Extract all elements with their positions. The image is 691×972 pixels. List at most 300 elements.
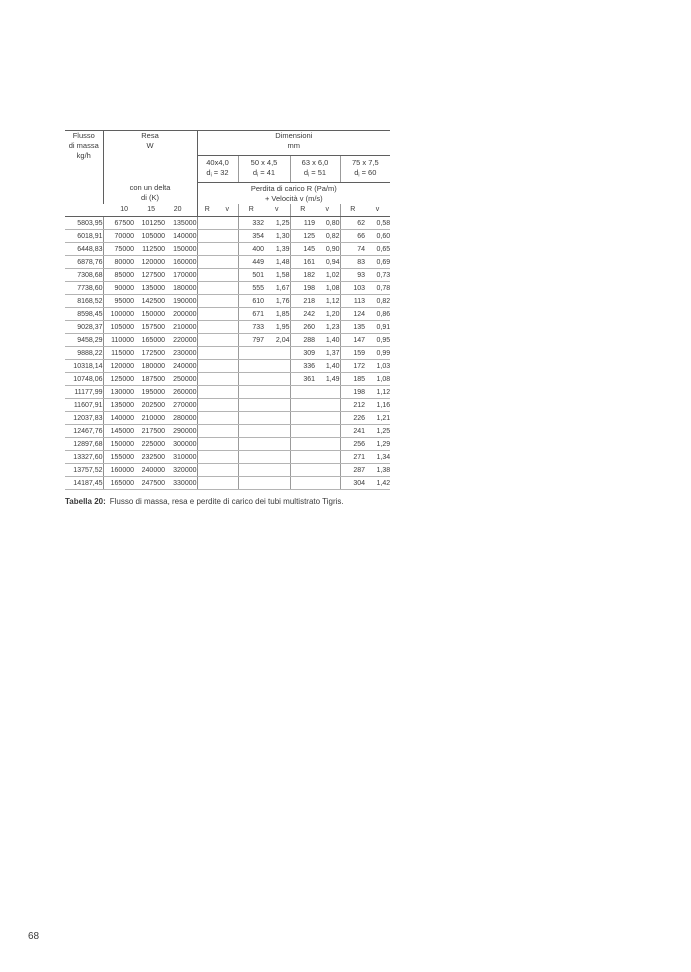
cell-v-50: 1,67 — [264, 282, 290, 295]
cell-resa-10: 160000 — [103, 464, 134, 477]
cell-flusso: 7738,60 — [65, 282, 103, 295]
table-row — [65, 451, 390, 464]
cell-flusso: 14187,45 — [65, 477, 103, 490]
cell-resa-20: 220000 — [165, 334, 197, 347]
table-row — [65, 269, 390, 282]
header-r-50: R — [238, 204, 264, 217]
header-dim-50x45 — [238, 156, 290, 183]
cell-r-50 — [238, 373, 264, 386]
cell-resa-15: 247500 — [134, 477, 165, 490]
cell-v-75: 0,95 — [365, 334, 390, 347]
caption-label: Tabella 20: — [65, 497, 106, 506]
cell-v-75: 0,78 — [365, 282, 390, 295]
cell-v-50 — [264, 399, 290, 412]
cell-flusso: 12037,83 — [65, 412, 103, 425]
cell-r-50: 733 — [238, 321, 264, 334]
cell-r-50: 501 — [238, 269, 264, 282]
header-v-75: v — [365, 204, 390, 217]
cell-r-40 — [197, 230, 217, 243]
cell-v-63 — [315, 412, 340, 425]
cell-v-40 — [217, 373, 238, 386]
cell-r-75: 103 — [340, 282, 365, 295]
cell-r-50 — [238, 360, 264, 373]
table-row — [65, 373, 390, 386]
cell-v-75: 0,99 — [365, 347, 390, 360]
cell-resa-20: 250000 — [165, 373, 197, 386]
cell-r-50 — [238, 412, 264, 425]
cell-v-50: 1,48 — [264, 256, 290, 269]
cell-v-63 — [315, 477, 340, 490]
cell-r-75: 241 — [340, 425, 365, 438]
header-delta-15: 15 — [134, 204, 165, 217]
cell-v-50 — [264, 360, 290, 373]
cell-resa-15: 217500 — [134, 425, 165, 438]
cell-v-50: 1,76 — [264, 295, 290, 308]
cell-resa-20: 170000 — [165, 269, 197, 282]
cell-r-63: 336 — [290, 360, 315, 373]
header-delta-10: 10 — [103, 204, 134, 217]
cell-resa-10: 115000 — [103, 347, 134, 360]
cell-resa-15: 157500 — [134, 321, 165, 334]
cell-r-63: 145 — [290, 243, 315, 256]
cell-v-40 — [217, 425, 238, 438]
cell-v-40 — [217, 217, 238, 230]
cell-r-63: 309 — [290, 347, 315, 360]
cell-r-40 — [197, 373, 217, 386]
header-r-40: R — [197, 204, 217, 217]
flow-table-container — [65, 130, 390, 490]
cell-v-63 — [315, 438, 340, 451]
cell-r-50 — [238, 347, 264, 360]
cell-v-40 — [217, 256, 238, 269]
table-row — [65, 243, 390, 256]
cell-v-75: 0,69 — [365, 256, 390, 269]
cell-resa-10: 105000 — [103, 321, 134, 334]
cell-r-63 — [290, 399, 315, 412]
cell-v-75: 1,29 — [365, 438, 390, 451]
cell-r-63: 198 — [290, 282, 315, 295]
table-row — [65, 438, 390, 451]
cell-resa-10: 90000 — [103, 282, 134, 295]
cell-r-63: 125 — [290, 230, 315, 243]
table-row — [65, 477, 390, 490]
cell-r-63 — [290, 464, 315, 477]
cell-flusso: 9028,37 — [65, 321, 103, 334]
cell-v-75: 1,42 — [365, 477, 390, 490]
cell-resa-20: 150000 — [165, 243, 197, 256]
header-dim-40x40 — [197, 156, 238, 183]
header-v-50: v — [264, 204, 290, 217]
dim-size-label: 75 x 7,5 — [351, 157, 379, 167]
cell-resa-20: 300000 — [165, 438, 197, 451]
cell-resa-15: 135000 — [134, 282, 165, 295]
cell-resa-20: 230000 — [165, 347, 197, 360]
cell-v-50 — [264, 412, 290, 425]
table-row — [65, 412, 390, 425]
cell-flusso: 6878,76 — [65, 256, 103, 269]
cell-v-50: 1,25 — [264, 217, 290, 230]
cell-r-40 — [197, 243, 217, 256]
cell-v-75: 0,86 — [365, 308, 390, 321]
table-row — [65, 347, 390, 360]
cell-flusso: 8598,45 — [65, 308, 103, 321]
cell-r-40 — [197, 282, 217, 295]
header-dim-63x60 — [290, 156, 340, 183]
table-row — [65, 282, 390, 295]
cell-r-40 — [197, 217, 217, 230]
header-resa-line1: Resa — [141, 131, 159, 140]
cell-r-50 — [238, 438, 264, 451]
cell-resa-20: 260000 — [165, 386, 197, 399]
cell-r-50: 354 — [238, 230, 264, 243]
cell-r-75: 198 — [340, 386, 365, 399]
cell-flusso: 12467,76 — [65, 425, 103, 438]
cell-r-75: 256 — [340, 438, 365, 451]
cell-r-50: 332 — [238, 217, 264, 230]
cell-r-40 — [197, 386, 217, 399]
cell-resa-20: 310000 — [165, 451, 197, 464]
cell-v-63: 1,20 — [315, 308, 340, 321]
cell-r-63 — [290, 412, 315, 425]
cell-resa-20: 280000 — [165, 412, 197, 425]
cell-v-50 — [264, 451, 290, 464]
cell-resa-20: 190000 — [165, 295, 197, 308]
header-dimensioni-line2: mm — [287, 141, 301, 150]
cell-v-75: 1,12 — [365, 386, 390, 399]
cell-r-63: 260 — [290, 321, 315, 334]
cell-resa-15: 202500 — [134, 399, 165, 412]
cell-r-40 — [197, 295, 217, 308]
cell-v-50: 2,04 — [264, 334, 290, 347]
cell-r-63 — [290, 425, 315, 438]
header-dimensioni-line1: Dimensioni — [275, 131, 313, 140]
table-row — [65, 399, 390, 412]
cell-v-63: 1,40 — [315, 334, 340, 347]
dim-di-label: $d_i = 60$ — [354, 167, 377, 179]
cell-flusso: 6448,83 — [65, 243, 103, 256]
header-flusso-line2: di massa — [68, 141, 99, 150]
cell-v-75: 1,08 — [365, 373, 390, 386]
dim-di-label: $d_i = 41$ — [252, 167, 276, 179]
cell-r-50 — [238, 425, 264, 438]
cell-flusso: 9458,29 — [65, 334, 103, 347]
cell-v-75: 1,25 — [365, 425, 390, 438]
cell-r-40 — [197, 360, 217, 373]
cell-resa-15: 112500 — [134, 243, 165, 256]
cell-v-63: 0,82 — [315, 230, 340, 243]
cell-resa-10: 95000 — [103, 295, 134, 308]
cell-resa-10: 135000 — [103, 399, 134, 412]
cell-v-75: 0,73 — [365, 269, 390, 282]
cell-r-50: 555 — [238, 282, 264, 295]
cell-r-75: 147 — [340, 334, 365, 347]
cell-v-75: 0,58 — [365, 217, 390, 230]
cell-v-75: 0,60 — [365, 230, 390, 243]
cell-r-50: 671 — [238, 308, 264, 321]
table-row — [65, 386, 390, 399]
cell-flusso: 11607,91 — [65, 399, 103, 412]
cell-v-40 — [217, 438, 238, 451]
cell-v-63 — [315, 425, 340, 438]
cell-v-40 — [217, 269, 238, 282]
cell-r-50 — [238, 464, 264, 477]
cell-resa-15: 225000 — [134, 438, 165, 451]
table-row — [65, 464, 390, 477]
cell-resa-15: 210000 — [134, 412, 165, 425]
header-dimensioni — [197, 131, 390, 156]
cell-resa-15: 240000 — [134, 464, 165, 477]
cell-r-40 — [197, 321, 217, 334]
cell-v-63: 0,80 — [315, 217, 340, 230]
cell-v-40 — [217, 282, 238, 295]
cell-r-63: 182 — [290, 269, 315, 282]
cell-resa-10: 140000 — [103, 412, 134, 425]
cell-r-40 — [197, 451, 217, 464]
dim-size-label: 40x4,0 — [206, 157, 229, 167]
table-row — [65, 295, 390, 308]
cell-r-75: 113 — [340, 295, 365, 308]
cell-resa-15: 101250 — [134, 217, 165, 230]
cell-r-50: 449 — [238, 256, 264, 269]
cell-r-75: 93 — [340, 269, 365, 282]
table-body — [65, 217, 390, 490]
cell-v-63 — [315, 451, 340, 464]
header-flusso-di-massa — [65, 131, 103, 217]
cell-flusso: 13757,52 — [65, 464, 103, 477]
cell-resa-15: 187500 — [134, 373, 165, 386]
cell-r-63 — [290, 477, 315, 490]
cell-r-75: 83 — [340, 256, 365, 269]
cell-resa-20: 135000 — [165, 217, 197, 230]
cell-v-50 — [264, 438, 290, 451]
table-row — [65, 321, 390, 334]
cell-r-75: 172 — [340, 360, 365, 373]
cell-v-40 — [217, 451, 238, 464]
cell-v-63: 1,23 — [315, 321, 340, 334]
cell-resa-20: 290000 — [165, 425, 197, 438]
cell-r-50: 610 — [238, 295, 264, 308]
cell-v-40 — [217, 477, 238, 490]
cell-r-40 — [197, 269, 217, 282]
cell-flusso: 12897,68 — [65, 438, 103, 451]
cell-resa-10: 125000 — [103, 373, 134, 386]
perdita-line2: + Velocità v (m/s) — [264, 193, 323, 203]
cell-r-75: 226 — [340, 412, 365, 425]
cell-r-50 — [238, 386, 264, 399]
cell-v-40 — [217, 347, 238, 360]
cell-r-40 — [197, 412, 217, 425]
cell-r-40 — [197, 256, 217, 269]
table-row — [65, 256, 390, 269]
cell-v-40 — [217, 295, 238, 308]
cell-flusso: 7308,68 — [65, 269, 103, 282]
delta-line1: con un delta — [129, 183, 171, 193]
cell-r-40 — [197, 438, 217, 451]
cell-v-63: 1,40 — [315, 360, 340, 373]
cell-flusso: 5803,95 — [65, 217, 103, 230]
cell-resa-10: 80000 — [103, 256, 134, 269]
cell-v-50 — [264, 464, 290, 477]
cell-resa-10: 70000 — [103, 230, 134, 243]
cell-v-50: 1,39 — [264, 243, 290, 256]
cell-r-63 — [290, 386, 315, 399]
header-flusso-line3: kg/h — [76, 151, 91, 160]
table-row — [65, 334, 390, 347]
cell-flusso: 11177,99 — [65, 386, 103, 399]
cell-resa-10: 155000 — [103, 451, 134, 464]
header-v-40: v — [217, 204, 238, 217]
cell-resa-10: 150000 — [103, 438, 134, 451]
cell-v-40 — [217, 230, 238, 243]
cell-r-40 — [197, 464, 217, 477]
cell-resa-20: 180000 — [165, 282, 197, 295]
cell-resa-20: 210000 — [165, 321, 197, 334]
cell-flusso: 8168,52 — [65, 295, 103, 308]
cell-v-75: 1,16 — [365, 399, 390, 412]
cell-v-75: 1,21 — [365, 412, 390, 425]
cell-r-75: 135 — [340, 321, 365, 334]
header-resa — [103, 131, 197, 183]
cell-v-63: 1,08 — [315, 282, 340, 295]
cell-v-63: 1,02 — [315, 269, 340, 282]
cell-r-75: 124 — [340, 308, 365, 321]
cell-resa-15: 105000 — [134, 230, 165, 243]
cell-v-63: 0,90 — [315, 243, 340, 256]
header-r-75: R — [340, 204, 365, 217]
cell-r-75: 304 — [340, 477, 365, 490]
header-dim-75x75 — [340, 156, 390, 183]
cell-r-75: 159 — [340, 347, 365, 360]
cell-flusso: 9888,22 — [65, 347, 103, 360]
header-delta-20: 20 — [165, 204, 197, 217]
cell-resa-15: 232500 — [134, 451, 165, 464]
cell-r-50 — [238, 451, 264, 464]
cell-r-75: 74 — [340, 243, 365, 256]
cell-r-63: 119 — [290, 217, 315, 230]
cell-r-50: 400 — [238, 243, 264, 256]
table-row — [65, 217, 390, 230]
cell-r-63: 242 — [290, 308, 315, 321]
cell-v-50 — [264, 386, 290, 399]
cell-v-63 — [315, 464, 340, 477]
cell-resa-15: 180000 — [134, 360, 165, 373]
cell-resa-10: 100000 — [103, 308, 134, 321]
cell-resa-10: 145000 — [103, 425, 134, 438]
header-flusso-line1: Flusso — [72, 131, 95, 140]
cell-resa-15: 150000 — [134, 308, 165, 321]
cell-r-75: 212 — [340, 399, 365, 412]
cell-resa-15: 165000 — [134, 334, 165, 347]
cell-r-40 — [197, 334, 217, 347]
cell-r-75: 185 — [340, 373, 365, 386]
cell-v-40 — [217, 243, 238, 256]
cell-r-40 — [197, 399, 217, 412]
header-perdita-di-carico — [197, 183, 390, 205]
cell-flusso: 10748,06 — [65, 373, 103, 386]
cell-v-40 — [217, 308, 238, 321]
cell-flusso: 13327,60 — [65, 451, 103, 464]
cell-v-40 — [217, 334, 238, 347]
cell-r-50 — [238, 477, 264, 490]
cell-resa-20: 160000 — [165, 256, 197, 269]
cell-r-63: 218 — [290, 295, 315, 308]
cell-v-75: 1,34 — [365, 451, 390, 464]
cell-r-75: 66 — [340, 230, 365, 243]
header-resa-line2: W — [146, 141, 154, 150]
cell-resa-15: 172500 — [134, 347, 165, 360]
cell-r-40 — [197, 477, 217, 490]
cell-resa-10: 165000 — [103, 477, 134, 490]
cell-v-63: 1,12 — [315, 295, 340, 308]
cell-resa-10: 85000 — [103, 269, 134, 282]
table-row — [65, 308, 390, 321]
cell-r-75: 287 — [340, 464, 365, 477]
cell-r-40 — [197, 425, 217, 438]
cell-v-40 — [217, 321, 238, 334]
cell-v-50: 1,85 — [264, 308, 290, 321]
dim-size-label: 50 x 4,5 — [250, 157, 278, 167]
cell-r-50: 797 — [238, 334, 264, 347]
cell-r-75: 62 — [340, 217, 365, 230]
cell-resa-20: 320000 — [165, 464, 197, 477]
header-v-63: v — [315, 204, 340, 217]
cell-v-75: 0,82 — [365, 295, 390, 308]
cell-v-75: 0,65 — [365, 243, 390, 256]
cell-resa-20: 140000 — [165, 230, 197, 243]
cell-resa-10: 130000 — [103, 386, 134, 399]
cell-r-63: 288 — [290, 334, 315, 347]
cell-resa-20: 200000 — [165, 308, 197, 321]
perdita-line1: Perdita di carico R (Pa/m) — [250, 183, 337, 193]
cell-resa-20: 240000 — [165, 360, 197, 373]
cell-r-75: 271 — [340, 451, 365, 464]
cell-v-50 — [264, 477, 290, 490]
page-number: 68 — [28, 931, 40, 942]
cell-r-40 — [197, 347, 217, 360]
cell-v-50: 1,95 — [264, 321, 290, 334]
cell-resa-10: 75000 — [103, 243, 134, 256]
cell-v-50 — [264, 425, 290, 438]
cell-v-50: 1,30 — [264, 230, 290, 243]
cell-v-50 — [264, 373, 290, 386]
delta-line2: di (K) — [141, 193, 159, 203]
dim-di-label: $d_i = 32$ — [206, 167, 229, 179]
caption-text: Flusso di massa, resa e perdite di carico dei tubi multistrato Tigris. — [109, 497, 344, 506]
cell-v-40 — [217, 360, 238, 373]
cell-r-63 — [290, 451, 315, 464]
cell-resa-20: 270000 — [165, 399, 197, 412]
cell-resa-20: 330000 — [165, 477, 197, 490]
table-header — [65, 131, 390, 217]
cell-v-75: 1,38 — [365, 464, 390, 477]
cell-r-63: 161 — [290, 256, 315, 269]
cell-v-75: 1,03 — [365, 360, 390, 373]
cell-flusso: 10318,14 — [65, 360, 103, 373]
table-row — [65, 360, 390, 373]
cell-resa-10: 120000 — [103, 360, 134, 373]
cell-r-40 — [197, 308, 217, 321]
cell-v-40 — [217, 464, 238, 477]
cell-v-63: 1,49 — [315, 373, 340, 386]
cell-resa-10: 110000 — [103, 334, 134, 347]
cell-v-40 — [217, 412, 238, 425]
dim-size-label: 63 x 6,0 — [301, 157, 329, 167]
cell-v-40 — [217, 399, 238, 412]
header-con-un-delta — [103, 183, 197, 205]
cell-v-63: 0,94 — [315, 256, 340, 269]
cell-resa-15: 142500 — [134, 295, 165, 308]
table-row — [65, 230, 390, 243]
